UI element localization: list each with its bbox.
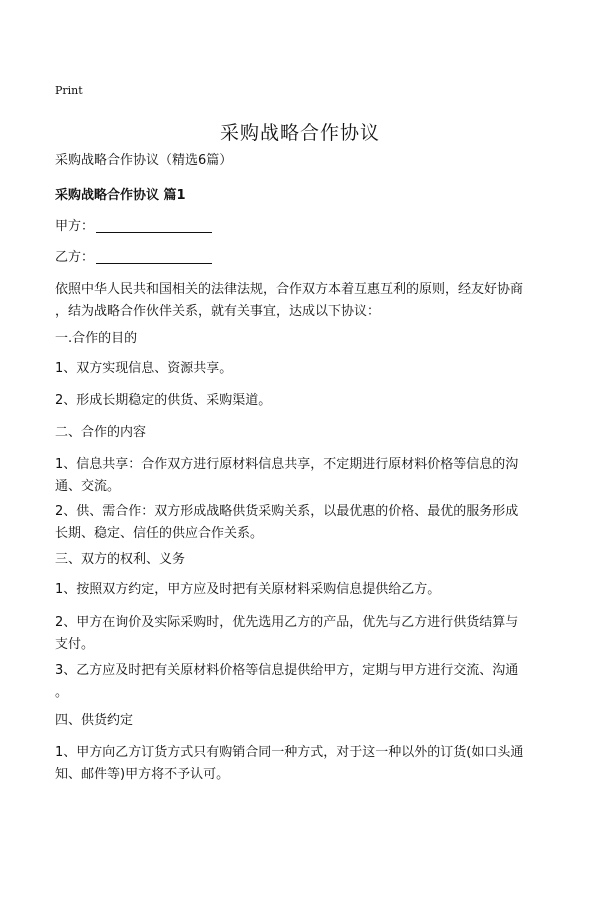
content-item-2: [55, 501, 555, 545]
purpose-item-1: 1、双方实现信息、资源共享。: [55, 361, 233, 376]
heading-rights: 三、双方的权利、义务: [55, 552, 186, 567]
paragraph-line: 依照中华人民共和国相关的法律法规，合作双方本着互惠互利的原则，经友好协商: [55, 282, 524, 297]
party-a-label: 甲方：: [55, 219, 95, 234]
content-item-1: [55, 454, 555, 498]
paragraph-line: 知、邮件等)甲方将不予认可。: [55, 767, 230, 782]
paragraph-line: 通、交流。: [55, 479, 121, 494]
document-title: 采购战略合作协议: [219, 122, 380, 144]
paragraph-line: 支付。: [55, 637, 95, 652]
heading-purpose: 一.合作的目的: [55, 331, 138, 346]
party-a-line: [55, 216, 555, 238]
party-b-label: 乙方：: [55, 250, 95, 265]
document-subtitle: 采购战略合作协议（精选6篇）: [55, 153, 233, 168]
print-label: Print: [55, 84, 83, 97]
party-a-blank: [96, 218, 212, 233]
paragraph-line: 长期、稳定、信任的供应合作关系。: [55, 526, 264, 541]
purpose-item-2: 2、形成长期稳定的供货、采购渠道。: [55, 393, 272, 408]
supply-item-1: [55, 742, 555, 786]
rights-item-2: [55, 612, 555, 656]
heading-content: 二、合作的内容: [55, 425, 147, 440]
paragraph-line: 2、甲方在询价及实际采购时，优先选用乙方的产品，优先与乙方进行供货结算与: [55, 615, 519, 630]
heading-supply: 四、供货约定: [55, 713, 134, 728]
paragraph-line: ，结为战略合作伙伴关系，就有关事宜，达成以下协议：: [55, 304, 381, 319]
paragraph-line: 。: [55, 685, 69, 700]
party-b-blank: [96, 249, 212, 264]
paragraph-line: 1、甲方向乙方订货方式只有购销合同一种方式，对于这一种以外的订货(如口头通: [55, 745, 524, 760]
intro-paragraph: [55, 279, 555, 323]
section-heading: 采购战略合作协议 篇1: [55, 188, 186, 203]
paragraph-line: 2、供、需合作：双方形成战略供货采购关系，以最优惠的价格、最优的服务形成: [55, 504, 519, 519]
rights-item-1: 1、按照双方约定，甲方应及时把有关原材料采购信息提供给乙方。: [55, 582, 441, 597]
paragraph-line: 1、信息共享：合作双方进行原材料信息共享，不定期进行原材料价格等信息的沟: [55, 457, 519, 472]
party-b-line: [55, 247, 555, 269]
paragraph-line: 3、乙方应及时把有关原材料价格等信息提供给甲方，定期与甲方进行交流、沟通: [55, 663, 519, 678]
rights-item-3: [55, 660, 555, 704]
